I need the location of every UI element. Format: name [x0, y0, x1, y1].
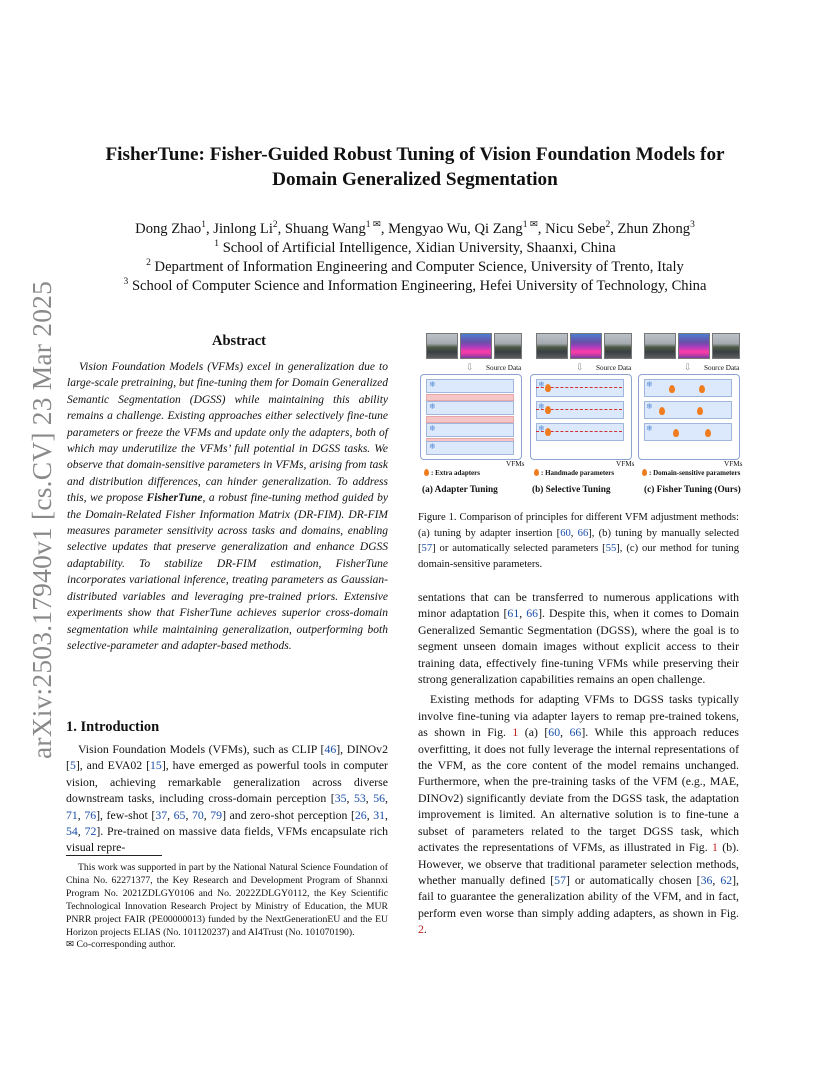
citation-link[interactable]: 70 — [191, 807, 204, 822]
footnotes — [66, 862, 388, 952]
method-name: FisherTune — [146, 492, 203, 505]
layer — [644, 379, 732, 397]
arxiv-stamp — [22, 280, 62, 760]
source-data-label: Source Data — [486, 364, 522, 372]
affiliation-2 — [60, 258, 770, 276]
snowflake-icon: ❄ — [538, 424, 545, 433]
vfm-box — [530, 374, 632, 460]
flame-icon — [669, 385, 675, 393]
citation-link[interactable]: 71 — [66, 807, 78, 822]
affiliation-3 — [60, 277, 770, 295]
snowflake-icon: ❄ — [429, 442, 436, 451]
affiliation-text: Department of Information Engineering and Computer Science, University of Trento, Italy — [150, 258, 684, 275]
arxiv-id: arXiv:2503.17940v1 [cs.CV] 23 Mar 2025 — [26, 280, 57, 760]
citation-link[interactable]: 54 — [66, 824, 78, 839]
flame-icon — [673, 429, 679, 437]
down-arrow-icon: ⇩ — [466, 362, 474, 372]
intro-right-column — [418, 589, 739, 938]
source-image — [604, 333, 632, 359]
frozen-layer — [426, 441, 514, 455]
panel-label: (c) Fisher Tuning (Ours) — [644, 485, 741, 495]
paragraph: Vision Foundation Models (VFMs), such as CLIP [46], DINOv2 [5], and EVA02 [15], have emerged as powerful tools in computer vision, achieving remarkable generalization across diverse downstream tasks, including cross-domain perception [35, 53, 56, 71, 76], few-shot [37, 65, 70, 79] and zero-shot perception [26, 31, 54, 72]. Pre-trained on massive data fields, VFMs encapsulate rich visual repre- — [66, 742, 389, 855]
source-image — [712, 333, 740, 359]
figure-link[interactable]: 1 — [712, 840, 718, 855]
citation-link[interactable]: 79 — [210, 807, 223, 822]
layer — [644, 401, 732, 419]
figure-panel — [530, 333, 635, 501]
citation-link[interactable]: 26 — [354, 807, 367, 822]
author-name: Mengyao Wu — [388, 220, 468, 237]
citation-link[interactable]: 37 — [155, 807, 168, 822]
author-name: Jinlong Li — [213, 220, 273, 237]
snowflake-icon: ❄ — [538, 380, 545, 389]
author-name: Zhun Zhong — [617, 220, 691, 237]
title-line-1: FisherTune: Fisher-Guided Robust Tuning of Vision Foundation Models for — [105, 144, 725, 165]
citation-link[interactable]: 35 — [334, 791, 347, 806]
flame-icon — [545, 384, 551, 392]
flame-icon — [659, 407, 665, 415]
citation-link[interactable]: 66 — [569, 725, 582, 740]
snowflake-icon: ❄ — [646, 380, 653, 389]
citation-link[interactable]: 66 — [577, 527, 589, 539]
section-heading-introduction: 1. Introduction — [66, 719, 160, 735]
frozen-layer — [426, 423, 514, 437]
vfms-label: VFMs — [506, 460, 525, 468]
corresponding-footnote: ✉ Co-corresponding author. — [66, 939, 176, 951]
paragraph: sentations that can be transferred to numerous applications with minor adaptation [61, 66]. Despite this, when it comes to Domain Generalized Semantic Segmentation (DGSS), where the goal is to segment unseen domain images without explicit access to their training data, effectively fine-tuning VFMs while preserving their strong generalization capabilities remains an open challenge. — [418, 590, 740, 687]
author-affiliation-mark: 2 — [272, 220, 278, 230]
vfm-box — [638, 374, 740, 460]
author-name: Shuang Wang — [284, 220, 366, 237]
citation-link[interactable]: 66 — [526, 606, 539, 621]
frozen-layer — [426, 379, 514, 393]
citation-link[interactable]: 65 — [173, 807, 186, 822]
author-name: Qi Zang — [474, 220, 523, 237]
snowflake-icon: ❄ — [646, 424, 653, 433]
abstract-heading: Abstract — [212, 333, 266, 349]
panel-label: (a) Adapter Tuning — [422, 485, 498, 495]
affiliation-number: 2 — [146, 258, 151, 268]
source-image — [426, 333, 458, 359]
figure-panel — [638, 333, 743, 501]
snowflake-icon: ❄ — [429, 402, 436, 411]
author-affiliation-mark: 1 — [201, 220, 206, 230]
panel-label: (b) Selective Tuning — [532, 485, 611, 495]
flame-icon — [545, 428, 551, 436]
affiliation-number: 3 — [123, 277, 129, 287]
flame-icon — [534, 469, 539, 476]
adapter-layer — [426, 416, 514, 423]
vfms-label: VFMs — [724, 460, 743, 468]
flame-icon — [642, 469, 647, 476]
segmentation-image — [678, 333, 710, 359]
flame-icon — [705, 429, 711, 437]
affiliation-text: School of Computer Science and Information Engineering, Hefei University of Technology, China — [128, 277, 707, 294]
segmentation-image — [570, 333, 602, 359]
author-name: Dong Zhao — [135, 220, 202, 237]
source-data-label: Source Data — [596, 364, 632, 372]
figure-caption: Figure 1. Comparison of principles for different VFM adjustment methods: (a) tuning by adapter insertion [60, 66], (b) tuning by manually selected [57] or automatically selected parameters [55], (c) our method for tuning domain-sensitive parameters. — [418, 512, 739, 570]
author-affiliation-mark: 2 — [605, 220, 611, 230]
figure-link[interactable]: 1 — [512, 725, 519, 740]
author-name: Nicu Sebe — [545, 220, 606, 237]
figure-1 — [420, 333, 748, 503]
paper-title — [70, 142, 760, 192]
down-arrow-icon: ⇩ — [576, 362, 584, 372]
flame-icon — [699, 385, 705, 393]
intro-left-column — [66, 741, 388, 856]
citation-link[interactable]: 60 — [548, 725, 561, 740]
frozen-layer — [426, 401, 514, 415]
adapter-layer — [426, 394, 514, 401]
citation-link[interactable]: 5 — [69, 758, 76, 773]
author-affiliation-mark: 1 ✉ — [365, 220, 381, 230]
source-data-label: Source Data — [704, 364, 740, 372]
vfm-box — [420, 374, 522, 460]
snowflake-icon: ❄ — [646, 402, 653, 411]
citation-link[interactable]: 60 — [560, 527, 571, 539]
layer — [644, 423, 732, 441]
funding-footnote: This work was supported in part by the National Natural Science Foundation of China No. 62271377, the Key Research and Development Program of Shannxi Program No. 2021ZDLGY0106 and No. 2022ZDLGY0112, the Key Scientific Technological Innovation Research Project by Ministry of Education, the MUR PNRR project FAIR (PE00000013) funded by the NextGenerationEU and the EU Horizon projects ELIAS (No. 101120237) and AI4Trust (No. 101070190). — [66, 862, 388, 938]
down-arrow-icon: ⇩ — [684, 362, 692, 372]
abstract-text: , a robust fine-tuning method guided by the Domain-Related Fisher Information Matrix (DR-FIM). DR-FIM measures parameter sensitivity across tasks and domains, enabling selective updates that preserve generalization and enhance DGSS adaptability. To stabilize DR-FIM estimation, FisherTune incorporates variational inference, treating parameters as Gaussian-distributed variables and leveraging pre-trained priors. Extensive experiments show that FisherTune achieves superior cross-domain segmentation while maintaining generalization, outperforming both selective-parameter and adapter-based methods. — [67, 492, 388, 652]
abstract-body — [67, 359, 388, 654]
flame-icon — [545, 406, 551, 414]
snowflake-icon: ❄ — [429, 380, 436, 389]
flame-icon — [424, 469, 429, 476]
citation-link[interactable]: 62 — [720, 872, 733, 887]
figure-link[interactable]: 2 — [418, 922, 424, 937]
citation-link[interactable]: 46 — [324, 742, 337, 756]
affiliation-text: School of Artificial Intelligence, Xidian University, Shaanxi, China — [219, 239, 616, 256]
citation-link[interactable]: 53 — [353, 791, 366, 806]
author-affiliation-mark: 3 — [690, 220, 695, 230]
vfms-label: VFMs — [616, 460, 635, 468]
citation-link[interactable]: 15 — [150, 758, 162, 773]
citation-link[interactable]: 57 — [554, 872, 566, 887]
source-image — [494, 333, 522, 359]
snowflake-icon: ❄ — [538, 402, 545, 411]
affiliation-1 — [60, 239, 770, 257]
title-line-2: Domain Generalized Segmentation — [272, 169, 558, 190]
author-list: Dong Zhao$^1$, Jinlong Li$^2$, Shuang Wang$^{1 ✉}$, Mengyao Wu, Qi Zang$^{1 ✉}$, Nicu Sebe$^2$, Zhun Zhong$^3$ — [135, 220, 695, 237]
legend-entry: : Domain-sensitive parameters — [642, 469, 740, 477]
paragraph: Existing methods for adapting VFMs to DGSS tasks typically involve fine-tuning via adapter layers to remap pre-trained tokens, as shown in Fig. 1 (a) [60, 66]. While this approach reduces overfitting, it does not fully leverage the internal representations of the VFM, as the core content of the model remains unchanged. Furthermore, when the pre-training tasks of the VFM (e.g., MAE, DINOv2) significantly deviate from the DGSS task, the adaptation improvement is limited. An alternative solution is to fine-tune a subset of parameters related to the target DGSS task, which activates the representations of VFMs, as illustrated in Fig. 1 (b). However, we observe that traditional parameter selection methods, whether manually defined [57] or automatically chosen [36, 62], fail to guarantee the generalization ability of the VFM, and in fact, perform even worse than simply adding adapters, as shown in Fig. 2. — [418, 692, 740, 937]
affiliation-number: 1 — [214, 239, 220, 249]
legend-entry: : Extra adapters — [424, 469, 480, 477]
citation-link[interactable]: 57 — [421, 543, 433, 554]
figure-panel — [420, 333, 525, 501]
citation-link[interactable]: 56 — [373, 791, 386, 806]
source-image — [644, 333, 676, 359]
citation-link[interactable]: 72 — [84, 824, 97, 839]
footnote-rule — [66, 855, 162, 856]
flame-icon — [697, 407, 703, 415]
citation-link[interactable]: 36 — [700, 872, 713, 887]
abstract-text: Vision Foundation Models (VFMs) excel in generalization due to large-scale pretraining, but fine-tuning them for Domain Generalized Semantic Segmentation (DGSS) while maintaining this ability remains a challenge. Existing approaches either selectively fine-tune parameters or freeze the VFMs and update only the adapters, both of which may underutilize the VFMs’ full potential in DGSS tasks. We observe that domain-sensitive parameters in VFMs, arising from task and distribution differences, can hinder generalization. To address this, we propose — [67, 361, 388, 505]
citation-link[interactable]: 76 — [84, 807, 97, 822]
source-image — [536, 333, 568, 359]
legend-entry: : Handmade parameters — [534, 469, 614, 477]
snowflake-icon: ❄ — [429, 424, 436, 433]
citation-link[interactable]: 31 — [373, 807, 386, 822]
citation-link[interactable]: 61 — [507, 606, 520, 621]
segmentation-image — [460, 333, 492, 359]
author-affiliation-mark: 1 ✉ — [522, 220, 538, 230]
citation-link[interactable]: 55 — [605, 543, 617, 554]
